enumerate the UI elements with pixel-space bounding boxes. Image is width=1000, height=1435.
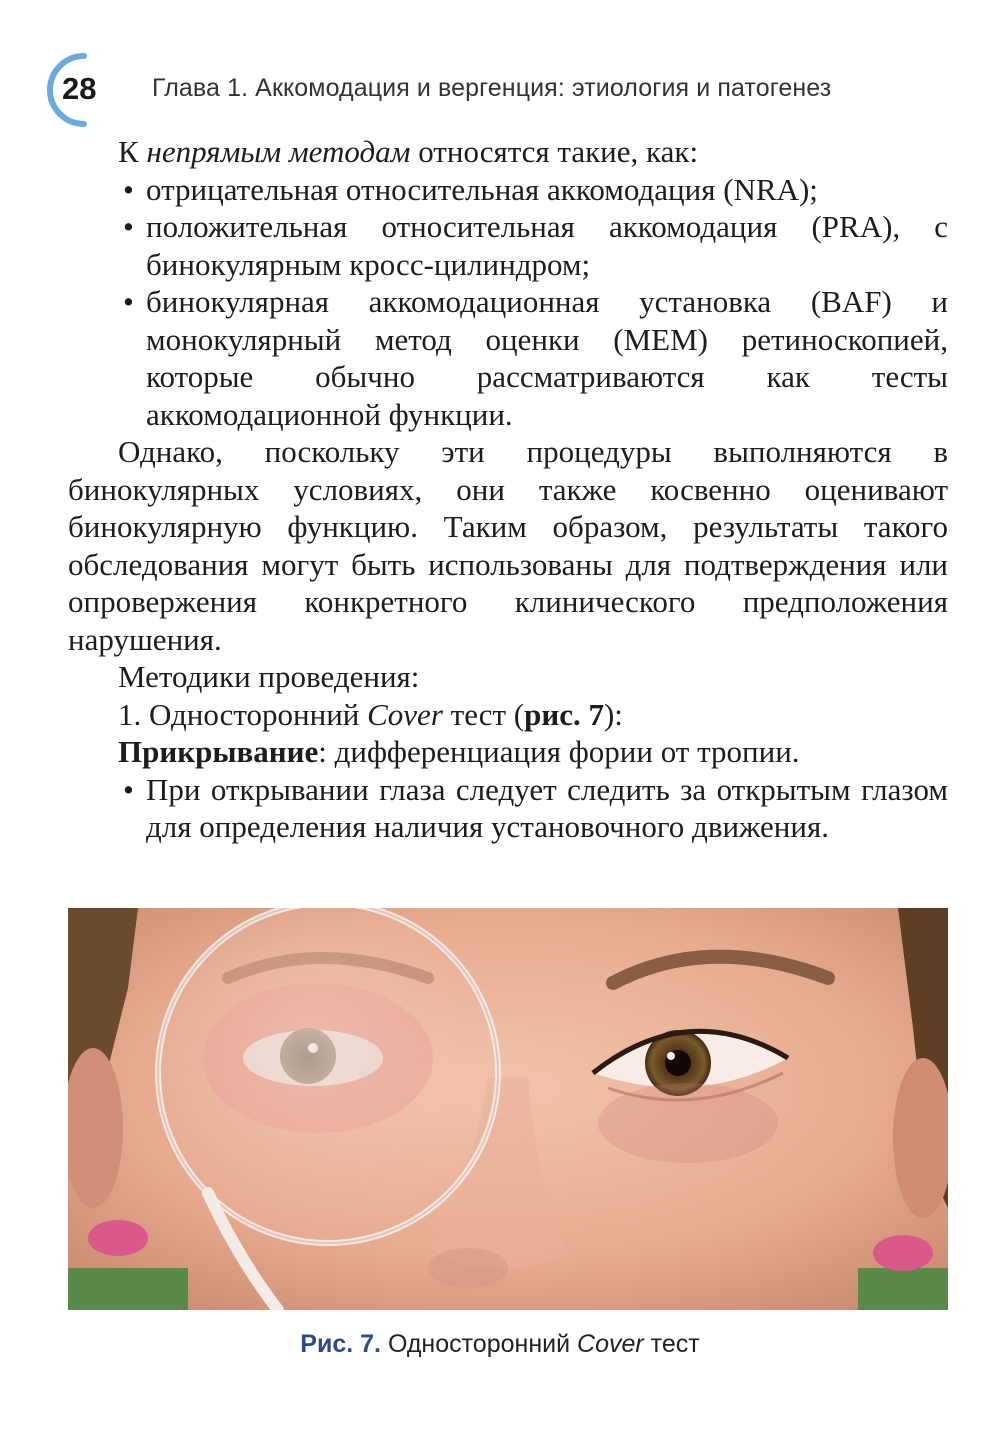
main-text <box>68 133 948 846</box>
figure-label: Рис. 7. <box>300 1330 381 1358</box>
bullet-text: бинокулярная аккомодационная установка (BAF) и монокулярный метод оценки (MEM) ретиноскопией, которые обычно рассматриваются как тесты аккомодационной функции. <box>146 284 948 432</box>
bullet-text: отрицательная относительная аккомодация (NRA); <box>146 171 818 207</box>
method-item-1 <box>68 696 948 734</box>
item1-mid: тест ( <box>442 696 525 732</box>
bullet-text: положительная относительная аккомодация (PRA), с бинокулярным кросс-цилиндром; <box>146 209 948 282</box>
caption-post: тест <box>643 1330 700 1358</box>
bullet-dot: • <box>123 284 134 319</box>
body-paragraph: Однако, поскольку эти процедуры выполняются в бинокулярных условиях, они также косвенно оценивают бинокулярную функцию. Таким образом, результаты такого обследования могут быть использованы для подтверждения или опровержения конкретного клинического предположения нарушения. <box>68 434 948 657</box>
methods-heading: Методики проведения: <box>118 659 420 694</box>
intro-post: относятся такие, как: <box>410 134 699 169</box>
bullet-dot: • <box>123 771 134 807</box>
bullet-text: При открывании глаза следует следить за открытым глазом для определения наличия установочного движения. <box>146 771 948 844</box>
cover-term: Прикрывание <box>118 734 319 769</box>
page-header <box>38 50 958 130</box>
figure-reference: рис. 7 <box>524 696 604 732</box>
list-item <box>68 171 948 209</box>
item1-emphasis: Cover <box>367 696 443 732</box>
caption-pre: Односторонний <box>381 1330 578 1358</box>
figure-photo <box>68 908 948 1310</box>
list-item <box>68 208 948 283</box>
intro-line <box>68 133 948 171</box>
bullet-dot: • <box>123 209 134 244</box>
list-item <box>68 771 948 846</box>
item1-pre: 1. Односторонний <box>118 696 368 732</box>
running-head: Глава 1. Аккомодация и вергенция: этиология и патогенез <box>152 74 832 102</box>
intro-emphasis: непрямым методам <box>146 134 411 169</box>
face-photo-illustration <box>68 908 948 1310</box>
item1-post: ): <box>603 696 623 732</box>
intro-pre: К <box>118 134 147 169</box>
bullet-dot: • <box>123 171 134 207</box>
list-item <box>68 283 948 433</box>
figure-caption <box>0 1330 1000 1359</box>
page-number: 28 <box>62 71 97 106</box>
cover-definition <box>68 733 948 771</box>
caption-emphasis: Cover <box>577 1330 644 1358</box>
cover-text: : дифференциация фории от тропии. <box>318 734 800 769</box>
